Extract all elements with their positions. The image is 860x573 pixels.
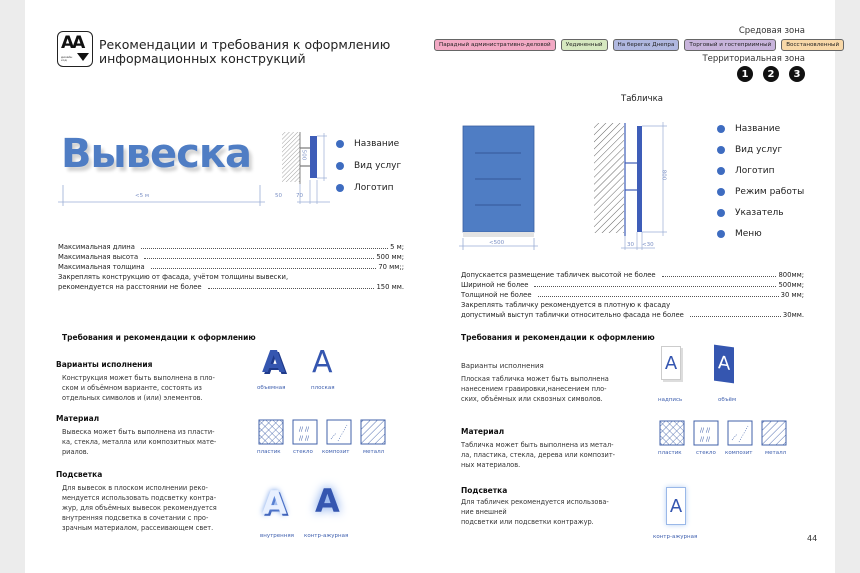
environment-zone-badges: [434, 39, 844, 51]
flat-letter-icon: A: [312, 345, 333, 380]
material-heading: Материал: [461, 427, 505, 436]
spec-value: 5 м;: [390, 243, 404, 251]
variants-text: Конструкция может быть выполнена в пло- ском и объёмном варианте, состоять из отдельных символов и (или) элементов.: [62, 374, 215, 402]
legend-item: [717, 181, 804, 202]
page: [25, 0, 840, 573]
bullet-icon: [336, 162, 344, 170]
svg-text:// //: // //: [299, 426, 309, 433]
plate-gap-label: 30: [627, 242, 634, 248]
legend-label: Режим работы: [735, 186, 805, 197]
spec-value: 500мм;: [778, 281, 804, 289]
spec-row: [58, 252, 404, 262]
plate-side-profile: [637, 126, 642, 232]
bullet-icon: [336, 184, 344, 192]
legend-item: [336, 133, 401, 155]
sign-word-illustration: Вывеска: [61, 131, 251, 177]
zone-badge[interactable]: Восстановленный: [781, 39, 844, 51]
sign-specifications: [58, 242, 404, 292]
spec-label: Шириной не более: [461, 281, 529, 289]
bullet-icon: [336, 140, 344, 148]
caption-volumetric: объемная: [257, 385, 286, 391]
bullet-icon: [717, 209, 725, 217]
caption-metal: металл: [363, 449, 385, 455]
sign-side-profile: [310, 136, 317, 178]
legend-item: [717, 202, 804, 223]
logo-subtext: дизайн код: [61, 55, 73, 62]
plastic-swatch: [259, 420, 283, 444]
caption-glass: стекло: [696, 450, 716, 456]
backlit-letter-icon: A: [315, 482, 340, 520]
composite-swatch: [327, 420, 351, 444]
backlit-plate-icon: A: [666, 487, 686, 525]
bullet-icon: [717, 167, 725, 175]
lighting-heading: Подсветка: [56, 470, 103, 479]
legend-item: [717, 160, 804, 181]
metal-swatch: [762, 421, 786, 445]
page-title: [99, 38, 390, 66]
plate-specifications: [461, 270, 804, 320]
territorial-zone-label: Территориальная зона: [702, 54, 805, 64]
material-swatches: [659, 420, 794, 448]
lighting-heading: Подсветка: [461, 486, 508, 495]
spec-row: [58, 282, 404, 292]
territorial-zone-number[interactable]: 3: [789, 66, 805, 82]
material-text: Табличка может быть выполнена из метал- ла, пластика, стекла, дерева или композит- ных материалов.: [461, 441, 616, 469]
spec-label: Максимальная толщина: [58, 263, 145, 271]
spec-row: [461, 310, 804, 320]
spec-row: [461, 270, 804, 280]
spec-row: [58, 262, 404, 272]
page-number: 44: [807, 534, 818, 543]
spec-value: 150 мм.: [376, 283, 404, 291]
spec-value: 30мм.: [782, 311, 804, 319]
legend-label: Логотип: [354, 183, 394, 193]
zone-badge[interactable]: На берегах Днепра: [613, 39, 680, 51]
variants-heading: Варианты исполнения: [56, 360, 153, 369]
plate-section-title: Табличка: [621, 94, 663, 104]
metal-swatch: [361, 420, 385, 444]
caption-inscription: надпись: [658, 397, 683, 403]
wall-hatch: [594, 123, 624, 233]
territorial-zone-numbers: [737, 66, 805, 82]
spec-label: Толщиной не более: [461, 291, 532, 299]
depth-dimension-label: 70: [296, 193, 303, 199]
material-swatches: [258, 419, 393, 447]
zone-badge[interactable]: Торговый и гостеприимный: [684, 39, 776, 51]
svg-text:// //: // //: [700, 436, 710, 443]
spec-note: [461, 300, 804, 310]
logo-triangle-icon: [77, 53, 89, 61]
bullet-icon: [717, 230, 725, 238]
lighting-text: Для вывесок в плоском исполнении реко- мендуется использовать подсветку контра- жур, для объёмных вывесок рекомендуется внутренняя подсветка в сочетании с про- зрачным материалом, рассеивающем свет.: [62, 484, 217, 532]
variants-heading: Варианты исполнения: [461, 362, 544, 370]
caption-internal-light: внутренняя: [260, 533, 294, 539]
legend-item: [717, 118, 804, 139]
spec-label: Максимальная высота: [58, 253, 139, 261]
spec-value: 70 мм;;: [378, 263, 404, 271]
caption-plastic: пластик: [658, 450, 682, 456]
plate-dimension-diagram: [455, 118, 695, 253]
caption-flat: плоская: [311, 385, 335, 391]
zone-badge[interactable]: Парадный административно-деловой: [434, 39, 556, 51]
caption-composite: композит: [725, 450, 753, 456]
caption-backlit: контр-ажурная: [653, 534, 698, 540]
height-dimension-label: 500: [300, 149, 307, 161]
plate-height-label: 800: [660, 169, 667, 181]
legend-label: Вид услуг: [354, 161, 402, 171]
logo: [57, 31, 93, 67]
legend-item: [717, 139, 804, 160]
environment-zone-label: Средовая зона: [738, 26, 805, 36]
territorial-zone-number[interactable]: 1: [737, 66, 753, 82]
lighting-text: Для табличек рекомендуется использова- ние внешней подсветки или подсветки контражур.: [461, 498, 609, 526]
caption-glass: стекло: [293, 449, 313, 455]
composite-swatch: [728, 421, 752, 445]
caption-plastic: пластик: [257, 449, 281, 455]
spec-value: 30 мм;: [780, 291, 804, 299]
legend-item: [336, 177, 401, 199]
spec-value: 500 мм;: [376, 253, 404, 261]
caption-backlit: контр-ажурная: [304, 533, 349, 539]
legend-label: Указатель: [735, 207, 784, 218]
spec-label: Максимальная длина: [58, 243, 135, 251]
spec-label: рекомендуется на расстоянии не более: [58, 283, 202, 291]
sign-dimension-diagram: [55, 120, 355, 210]
plate-content-legend: [717, 118, 804, 244]
plate-width-label: <500: [489, 240, 505, 246]
requirements-heading: Требования и рекомендации к оформлению: [461, 333, 655, 342]
requirements-heading: Требования и рекомендации к оформлению: [62, 333, 256, 342]
volumetric-letter-icon: A: [262, 345, 286, 380]
wall-hatch: [282, 132, 300, 182]
legend-label: Название: [735, 123, 781, 134]
caption-composite: композит: [322, 449, 350, 455]
material-text: Вывеска может быть выполнена из пласти- ка, стекла, металла или композитных мате- риалов.: [62, 428, 217, 456]
logo-mark: AA: [61, 33, 84, 53]
legend-item: [717, 223, 804, 244]
legend-label: Меню: [735, 228, 762, 239]
spec-note-text: Закреплять конструкцию от фасада, учётом толщины вывески,: [58, 273, 289, 281]
volumetric-plate-icon: A: [714, 345, 734, 384]
spec-note: [58, 272, 404, 282]
title-line-2: информационных конструкций: [99, 51, 306, 66]
spec-label: допустимый выступ таблички относительно фасада не более: [461, 311, 684, 319]
title-line-1: Рекомендации и требования к оформлению: [99, 37, 391, 52]
caption-volume: объём: [718, 397, 737, 403]
zone-badge[interactable]: Уединенный: [561, 39, 608, 51]
bullet-icon: [717, 146, 725, 154]
legend-label: Логотип: [735, 165, 775, 176]
legend-item: [336, 155, 401, 177]
spec-row: [58, 242, 404, 252]
legend-label: Вид услуг: [735, 144, 783, 155]
spec-label: Допускается размещение табличек высотой не более: [461, 271, 656, 279]
material-heading: Материал: [56, 414, 100, 423]
svg-text:// //: // //: [299, 435, 309, 442]
svg-text:// //: // //: [700, 427, 710, 434]
bullet-icon: [717, 125, 725, 133]
spec-note-text: Закреплять табличку рекомендуется в плотную к фасаду: [461, 301, 671, 309]
caption-metal: металл: [765, 450, 787, 456]
legend-label: Название: [354, 139, 400, 149]
width-dimension-label: <5 м: [135, 193, 150, 199]
bullet-icon: [717, 188, 725, 196]
spec-row: [461, 290, 804, 300]
spec-row: [461, 280, 804, 290]
territorial-zone-number[interactable]: 2: [763, 66, 779, 82]
spec-value: 800мм;: [778, 271, 804, 279]
engraved-plate-icon: A: [661, 346, 681, 380]
gap-dimension-label: 50: [275, 193, 282, 199]
internal-light-letter-icon: A: [262, 484, 287, 522]
plastic-swatch: [660, 421, 684, 445]
plate-depth-label: <30: [642, 242, 654, 248]
variants-text: Плоская табличка может быть выполнена нанесением гравировки,нанесением пло- ских, объёмных или сквозных символов.: [461, 375, 609, 403]
sign-content-legend: [336, 133, 401, 199]
